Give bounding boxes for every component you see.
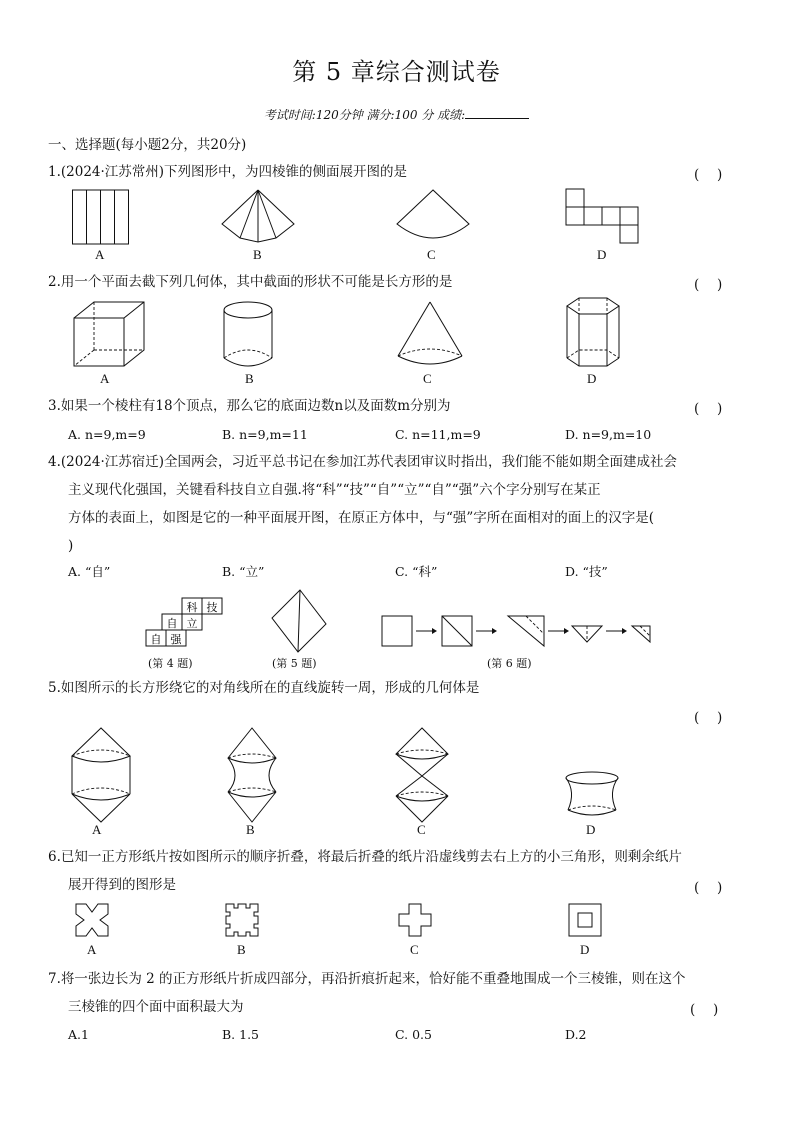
q7-answer-paren[interactable]: ( ) — [690, 1002, 719, 1018]
q6-figure-d — [567, 902, 603, 938]
q3-answer-paren[interactable]: ( ) — [694, 401, 723, 417]
q4-option-a[interactable]: A. “自” — [68, 564, 111, 579]
q3-option-b[interactable]: B. n=9,m=11 — [222, 427, 308, 442]
q6-text-line2: 展开得到的图形是 — [68, 877, 176, 893]
q2-label-c: C — [423, 371, 432, 386]
q1-answer-paren[interactable]: ( ) — [694, 167, 723, 183]
q5-figure-b — [224, 726, 280, 824]
q3-option-a[interactable]: A. n=9,m=9 — [68, 427, 146, 442]
fig5-caption: (第 5 题) — [272, 657, 317, 670]
net-char-2: 技 — [206, 601, 218, 614]
q1-label-c: C — [427, 247, 436, 262]
q3-option-d[interactable]: D. n=9,m=10 — [565, 427, 652, 442]
q3-text: 3.如果一个棱柱有18个顶点，那么它的底面边数n以及面数m分别为 — [48, 398, 451, 414]
q6-label-a: A — [87, 942, 97, 957]
q5-label-b: B — [246, 822, 255, 837]
net-char-3: 自 — [166, 617, 178, 630]
q1-label-a: A — [95, 247, 105, 262]
q7-option-a[interactable]: A.1 — [68, 1027, 89, 1042]
net-char-1: 科 — [186, 601, 198, 614]
fig5-rectangle-diagonal — [270, 588, 330, 656]
fig6-folding-sequence — [380, 612, 660, 652]
q6-figure-a — [74, 902, 110, 938]
net-char-6: 强 — [170, 633, 182, 646]
q4-text-line2: 主义现代化强国，关键看科技自立自强.将“科”“技”“自”“立”“自”“强”六个字分别写在某正 — [68, 482, 601, 498]
q5-figure-d — [562, 770, 622, 824]
net-char-4: 立 — [186, 617, 198, 630]
q7-text-line1: 7.将一张边长为 2 的正方形纸片折成四部分，再沿折痕折起来，恰好能不重叠地围成一个三棱锥，则在这个 — [48, 971, 686, 987]
exam-info — [0, 106, 793, 123]
q2-answer-paren[interactable]: ( ) — [694, 277, 723, 293]
q5-answer-paren[interactable]: ( ) — [694, 710, 723, 726]
q1-label-d: D — [597, 247, 607, 262]
q1-text: 1.(2024·江苏常州)下列图形中，为四棱锥的侧面展开图的是 — [48, 164, 408, 180]
q1-label-b: B — [253, 247, 262, 262]
section-heading: 一、选择题(每小题2分，共20分) — [48, 137, 247, 153]
page-title: 第 5 章综合测试卷 — [292, 58, 501, 86]
q5-label-d: D — [586, 822, 596, 837]
fig4-caption: (第 4 题) — [148, 657, 193, 670]
q3-option-c[interactable]: C. n=11,m=9 — [395, 427, 481, 442]
score-blank — [465, 108, 529, 119]
q4-option-c[interactable]: C. “科” — [395, 564, 438, 579]
q7-text-line2: 三棱锥的四个面中面积最大为 — [68, 999, 244, 1015]
q1-figure-c — [395, 188, 475, 246]
q2-label-a: A — [100, 371, 110, 386]
q4-text-line1: 4.(2024·江苏宿迁)全国两会，习近平总书记在参加江苏代表团审议时指出，我们能不能如期全面建成社会 — [48, 454, 678, 470]
exam-info-text: 考试时间:120分钟 满分:100 分 成绩: — [263, 108, 466, 122]
q5-figure-a — [66, 726, 136, 824]
q6-text-line1: 6.已知一正方形纸片按如图所示的顺序折叠，将最后折叠的纸片沿虚线剪去右上方的小三角形，则剩余纸片 — [48, 849, 682, 865]
q2-figure-hex-prism — [565, 296, 625, 370]
q1-figure-d — [565, 188, 645, 246]
q7-option-d[interactable]: D.2 — [565, 1027, 587, 1042]
q6-label-c: C — [410, 942, 419, 957]
q4-option-b[interactable]: B. “立” — [222, 564, 265, 579]
q2-text: 2.用一个平面去截下列几何体，其中截面的形状不可能是长方形的是 — [48, 274, 453, 290]
q5-text: 5.如图所示的长方形绕它的对角线所在的直线旋转一周，形成的几何体是 — [48, 680, 480, 696]
q6-answer-paren[interactable]: ( ) — [694, 880, 723, 896]
q6-figure-c — [397, 902, 433, 938]
q2-figure-cube — [72, 300, 152, 370]
q2-figure-cone — [396, 300, 466, 370]
q7-option-b[interactable]: B. 1.5 — [222, 1027, 260, 1042]
fig4-cube-net — [144, 596, 224, 656]
q4-text-line3: 方体的表面上，如图是它的一种平面展开图，在原正方体中，与“强”字所在面相对的面上的汉字是( — [68, 510, 655, 526]
net-char-5: 自 — [150, 633, 162, 646]
q7-option-c[interactable]: C. 0.5 — [395, 1027, 432, 1042]
q6-figure-b — [224, 902, 260, 938]
fig6-caption: (第 6 题) — [487, 657, 532, 670]
q5-label-a: A — [92, 822, 102, 837]
q4-option-d[interactable]: D. “技” — [565, 564, 608, 579]
q1-figure-a — [72, 188, 132, 246]
q2-label-b: B — [245, 371, 254, 386]
q6-label-d: D — [580, 942, 590, 957]
q6-label-b: B — [237, 942, 246, 957]
q2-figure-cylinder — [222, 300, 278, 370]
q4-text-line4: ) — [68, 538, 74, 554]
q5-figure-c — [392, 726, 452, 824]
q2-label-d: D — [587, 371, 597, 386]
q1-figure-b — [220, 188, 300, 246]
q5-label-c: C — [417, 822, 426, 837]
